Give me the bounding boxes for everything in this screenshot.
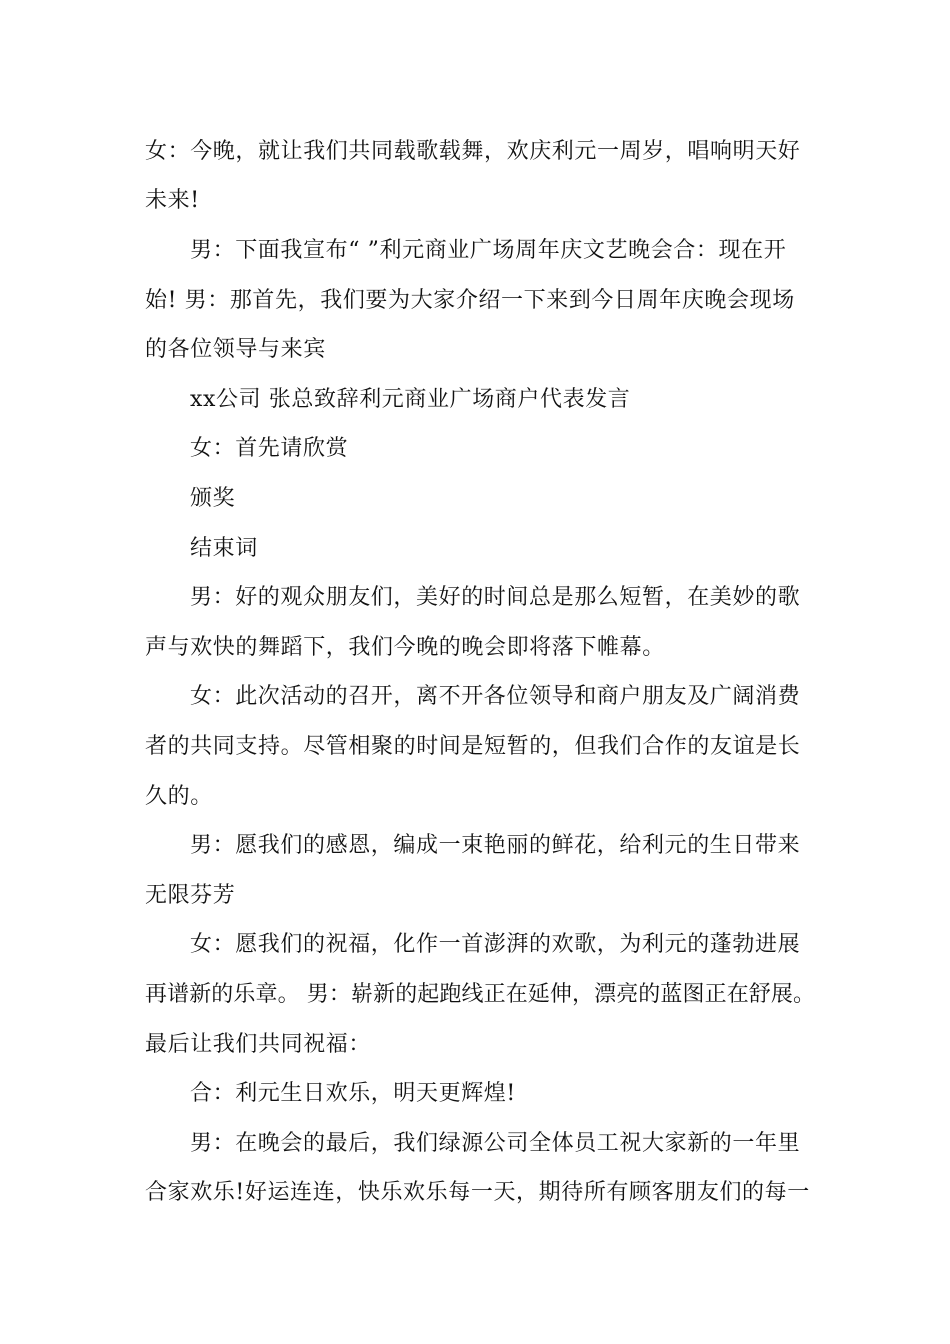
text-line: 男：下面我宣布“ ”利元商业广场周年庆文艺晚会合：现在开 xyxy=(190,238,787,263)
text-line: 未来! xyxy=(145,188,200,213)
text-line: 者的共同支持。尽管相聚的时间是短暂的，但我们合作的友谊是长 xyxy=(145,734,801,759)
text-line: 男：好的观众朋友们，美好的时间总是那么短暂，在美妙的歌 xyxy=(190,585,801,610)
text-line: 再谱新的乐章。 男：崭新的起跑线正在延伸，漂亮的蓝图正在舒展。 xyxy=(145,982,816,1007)
text-line: 合：利元生日欢乐，明天更辉煌! xyxy=(190,1081,516,1106)
text-line: 结束词 xyxy=(190,536,258,561)
text-line: 女：愿我们的祝福，化作一首澎湃的欢歌，为利元的蓬勃进展 xyxy=(190,932,801,957)
text-line: 最后让我们共同祝福： xyxy=(145,1032,372,1057)
text-line: 男：愿我们的感恩，编成一束艳丽的鲜花，给利元的生日带来 xyxy=(190,833,801,858)
text-line: 无限芬芳 xyxy=(145,883,236,908)
text-line: 男：在晚会的最后，我们绿源公司全体员工祝大家新的一年里 xyxy=(190,1131,801,1156)
text-line: 声与欢快的舞蹈下，我们今晚的晚会即将落下帷幕。 xyxy=(145,635,665,660)
text-line: 颁奖 xyxy=(190,486,236,511)
text-line: 合家欢乐!好运连连，快乐欢乐每一天，期待所有顾客朋友们的每一 xyxy=(145,1180,810,1205)
text-line: 久的。 xyxy=(145,784,213,809)
text-line: 的各位领导与来宾 xyxy=(145,337,326,362)
text-line: 女：今晚，就让我们共同载歌载舞，欢庆利元一周岁，唱响明天好 xyxy=(145,139,801,164)
text-line: 始! 男：那首先，我们要为大家介绍一下来到今日周年庆晚会现场 xyxy=(145,288,795,313)
text-line: 女：此次活动的召开，离不开各位领导和商户朋友及广阔消费 xyxy=(190,684,801,709)
text-line: 女：首先请欣赏 xyxy=(190,436,349,461)
text-line: xx公司 张总致辞利元商业广场商户代表发言 xyxy=(190,387,631,412)
